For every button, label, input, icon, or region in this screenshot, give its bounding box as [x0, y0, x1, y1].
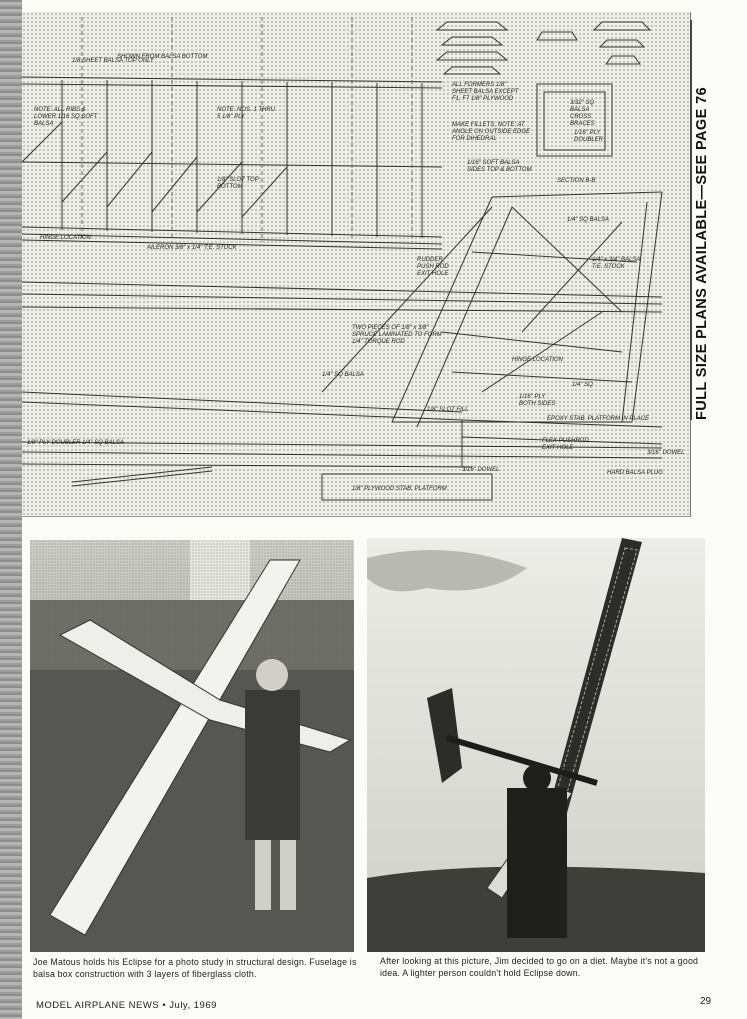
label-ply-doubler-left: 1/8" PLY DOUBLER — [27, 440, 81, 446]
plans-banner — [694, 86, 724, 460]
label-dowel-2: 3/16" DOWEL — [647, 450, 685, 456]
label-sides-top-bottom: 1/16" SOFT BALSA SIDES TOP & BOTTOM — [467, 160, 532, 173]
label-shown-from-bottom: SHOWN FROM BALSA BOTTOM — [117, 54, 208, 60]
label-cross-braces: 3/32" SQ BALSA CROSS BRACES — [570, 100, 595, 127]
photo-jim-holding-eclipse — [367, 538, 705, 952]
plan-drawing — [22, 12, 691, 517]
label-slot-top: 1/8" SLOT TOP BOTTOM — [217, 177, 259, 190]
magazine-footer: MODEL AIRPLANE NEWS • July, 1969 — [36, 1000, 217, 1011]
label-te-stock: 1/4" x 3/4" BALSA T.E. STOCK — [592, 257, 641, 270]
label-stab-platform: EPOXY STAB. PLATFORM IN PLACE — [547, 416, 650, 422]
label-fillets: MAKE FILLETS, NOTE: AT ANGLE ON OUTSIDE EDGE FOR DIHEDRAL — [452, 122, 531, 142]
label-note-ply: NOTE: NOS. 1 THRU 5 1/8" PLY — [217, 107, 276, 120]
left-photo-caption: Joe Matous holds his Eclipse for a photo study in structural design. Fuselage is balsa box construction with 3 layers of fiberglass cloth. — [33, 957, 357, 979]
label-section-bb: SECTION B-B — [557, 178, 596, 184]
binding-edge — [0, 0, 22, 1019]
label-hard-balsa-plug: HARD BALSA PLUG — [607, 470, 663, 476]
label-slot-fill: 1/8" SLOT FILL — [427, 407, 469, 413]
photo-joe-matous — [30, 540, 354, 952]
label-note-ribs: NOTE: ALL RIBS & LOWER 1/16 SQ SOFT BALSA — [34, 107, 98, 127]
label-sq-balsa-left: 1/4" SQ BALSA — [82, 440, 124, 446]
page-number: 29 — [700, 996, 712, 1007]
label-sheet-balsa-top: 1/8 SHEET BALSA TOP ONLY — [72, 58, 154, 64]
plans-banner-text: FULL SIZE PLANS AVAILABLE—SEE PAGE 76 — [694, 86, 710, 420]
right-photo-caption: After looking at this picture, Jim decided to go on a diet. Maybe it's not a good idea. A lighter person couldn't hold Eclipse down. — [380, 956, 699, 978]
label-dowel-1: 3/16" DOWEL — [462, 467, 500, 473]
label-hinge-location-2: HINGE LOCATION — [512, 357, 563, 363]
label-sq-balsa-rear: 1/4" SQ BALSA — [322, 372, 364, 378]
label-two-pieces: TWO PIECES OF 1/8" x 3/8" SPRUCE LAMINATED TO FORM 1/4" TORQUE ROD — [352, 325, 442, 345]
label-formers: ALL FORMERS 1/8" SHEET BALSA EXCEPT F1, F7 1/8" PLYWOOD — [452, 82, 519, 102]
label-ply-stab-platform: 1/8" PLYWOOD STAB. PLATFORM — [352, 486, 447, 492]
label-ply-doubler: 1/16" PLY DOUBLER — [574, 130, 604, 143]
label-ply-both-sides: 1/16" PLY BOTH SIDES — [519, 394, 556, 407]
label-aileron: AILERON 3/8" x 1/4" T.E. STOCK — [147, 245, 237, 251]
label-rudder-pushrod: RUDDER PUSH ROD EXIT HOLE — [417, 257, 449, 277]
label-sq-balsa-2: 1/4" SQ — [572, 382, 593, 388]
banner-rule — [690, 20, 692, 420]
label-flex-pushrod: FLEX PUSHROD EXIT HOLE — [542, 438, 589, 451]
label-hinge-location: HINGE LOCATION — [40, 235, 91, 241]
label-sq-balsa: 1/4" SQ BALSA — [567, 217, 609, 223]
